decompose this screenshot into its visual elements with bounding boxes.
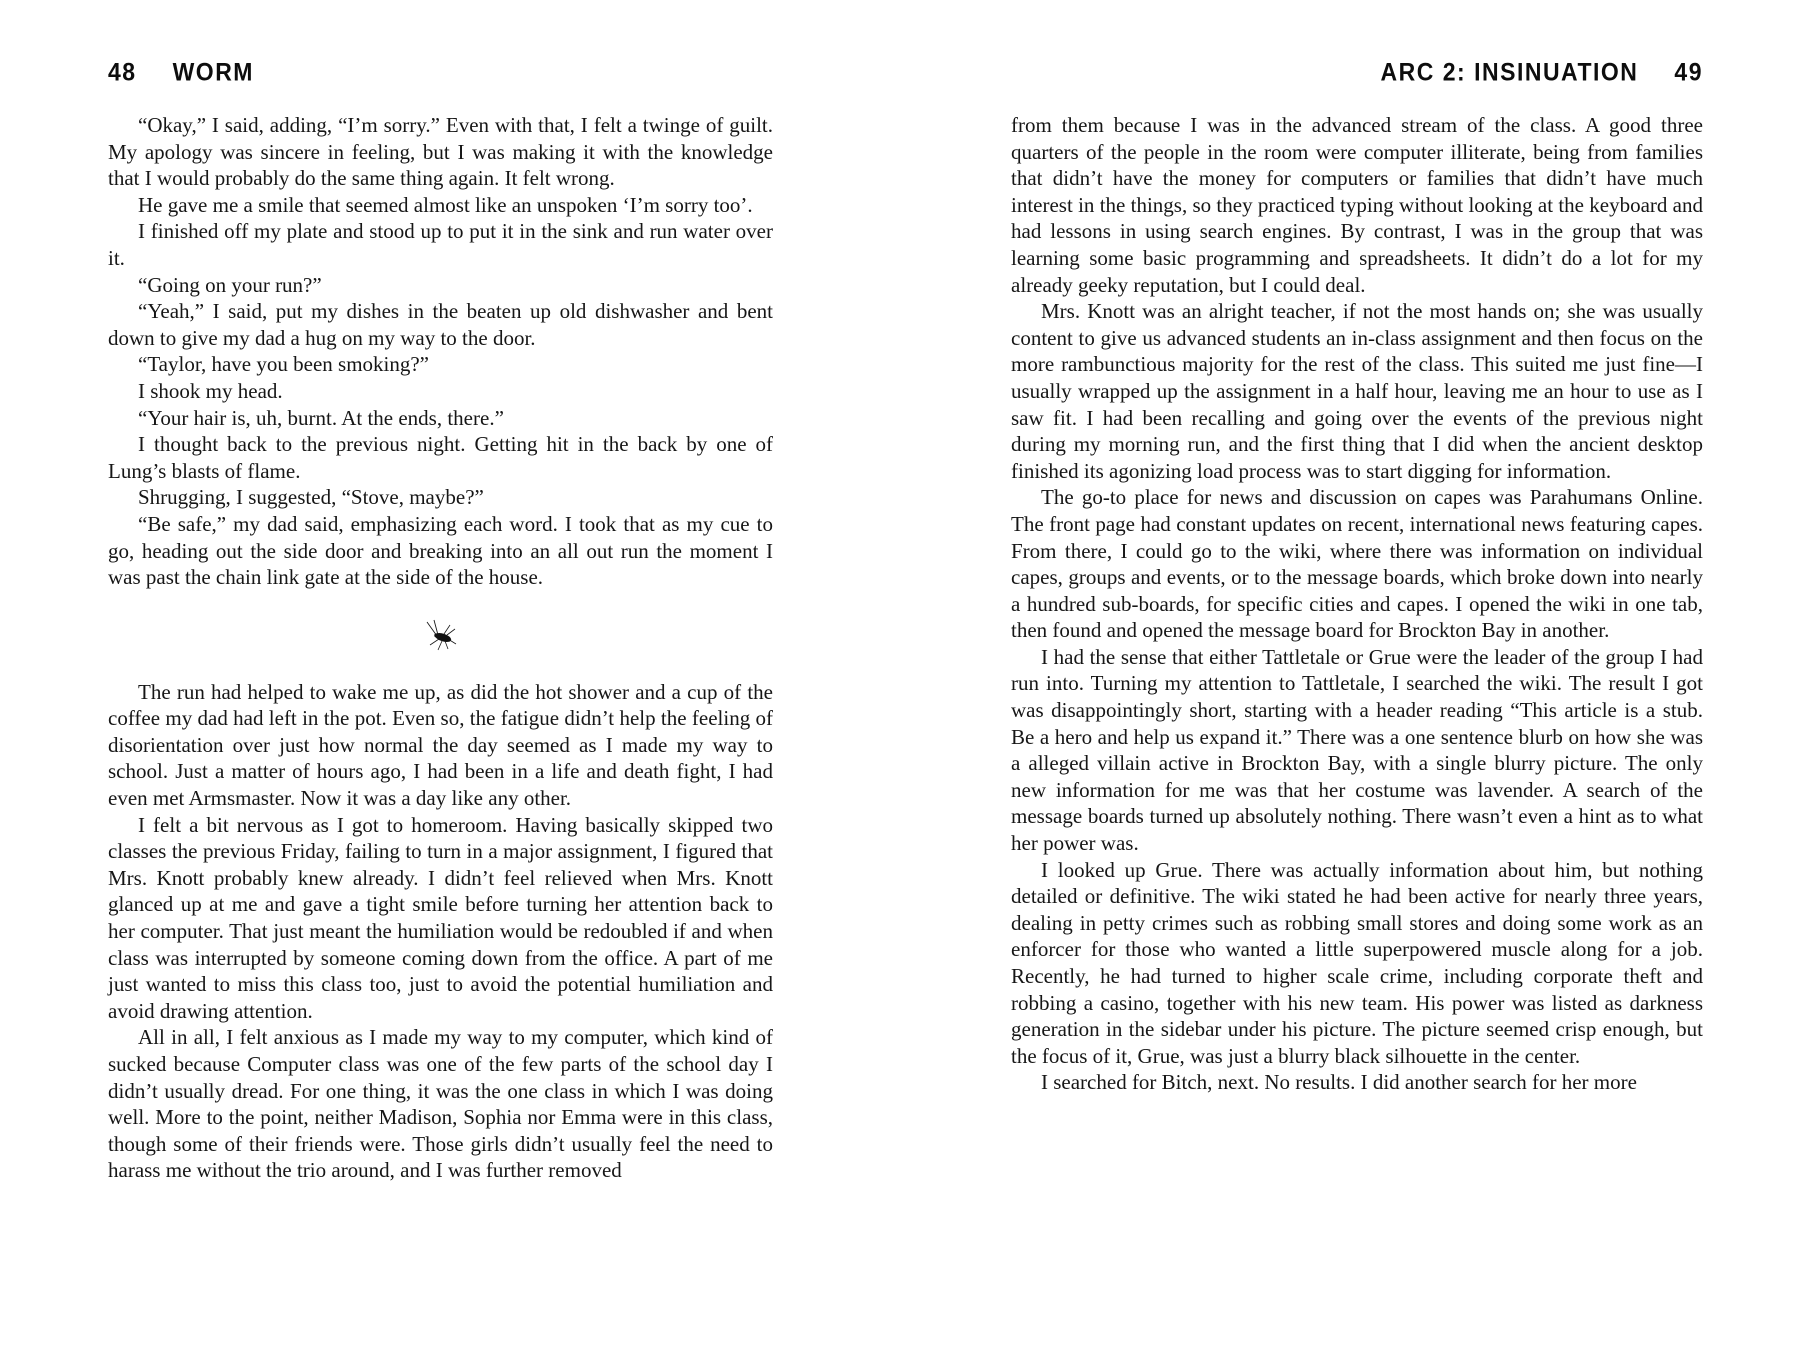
- paragraph: “Taylor, have you been smoking?”: [138, 352, 430, 377]
- paragraph: I thought back to the previous night. Getting hit in the back by one of Lung’s blasts of flame.: [108, 432, 773, 483]
- arc-title: ARC 2: INSINUATION: [1380, 58, 1639, 87]
- paragraph: “Your hair is, uh, burnt. At the ends, there.”: [138, 405, 504, 430]
- paragraph: The run had helped to wake me up, as did the hot shower and a cup of the coffee my dad had left in the pot. Even so, the fatigue didn’t help the feeling of disorientation over just how normal the day seemed as I made my way to school. Just a matter of hours ago, I had been in a life and death fight, I had even met Armsmaster. Now it was a day like any other.: [108, 679, 773, 811]
- paragraph: I searched for Bitch, next. No results. I did another search for her more: [1041, 1070, 1637, 1095]
- text-block-after-divider: [108, 679, 773, 1184]
- paragraph: “Going on your run?”: [138, 272, 322, 297]
- book-title: WORM: [172, 58, 254, 87]
- right-page: [1011, 0, 1703, 1350]
- paragraph: I looked up Grue. There was actually information about him, but nothing detailed or definitive. The wiki stated he had been active for nearly three years, dealing in petty crimes such as robbing small stores and doing some work as an enforcer for those who wanted a little superpowered muscle along for a job. Recently, he had turned to higher scale crime, including corporate theft and robbing a casino, together with his new team. His power was listed as darkness generation in the sidebar under his picture. The picture seemed crisp enough, but the focus of it, Grue, was just a blurry black silhouette in the center.: [1011, 857, 1703, 1068]
- right-page-header: [1011, 58, 1703, 87]
- text-block-right: [1011, 112, 1703, 1096]
- paragraph: I finished off my plate and stood up to put it in the sink and run water over it.: [108, 219, 773, 270]
- paragraph: He gave me a smile that seemed almost like an unspoken ‘I’m sorry too’.: [138, 192, 753, 217]
- left-page-header: [108, 58, 773, 87]
- left-page-number: 48: [108, 58, 137, 87]
- paragraph: The go-to place for news and discussion on capes was Parahumans Online. The front page had constant updates on recent, international news featuring capes. From there, I could go to the wiki, where there was information on individual capes, groups and events, or to the message boards, which broke down into nearly a hundred sub-boards, for specific cities and capes. I opened the wiki in one tab, then found and opened the message board for Brockton Bay in another.: [1011, 485, 1703, 643]
- paragraph: Mrs. Knott was an alright teacher, if not the most hands on; she was usually content to give us advanced students an in-class assignment and then focus on the more rambunctious majority for the rest of the class. This suited me just fine—I usually wrapped up the assignment in a half hour, leaving me an hour to use as I saw fit. I had been recalling and going over the events of the previous night during my morning run, and the first thing that I did when the ancient desktop finished its agonizing load process was to start digging for information.: [1011, 299, 1703, 483]
- right-page-body: [1011, 112, 1703, 1096]
- paragraph: Shrugging, I suggested, “Stove, maybe?”: [138, 485, 484, 510]
- section-divider: [108, 591, 773, 679]
- left-page: [108, 0, 773, 1350]
- right-page-number: 49: [1674, 58, 1703, 87]
- text-block-before-divider: [108, 112, 773, 591]
- paragraph: All in all, I felt anxious as I made my way to my computer, which kind of sucked because Computer class was one of the few parts of the school day I didn’t usually dread. For one thing, it was the one class in which I was doing well. More to the point, neither Madison, Sophia nor Emma were in this class, though some of their friends were. Those girls didn’t usually feel the need to harass me without the trio around, and I was further removed: [108, 1025, 773, 1183]
- paragraph: from them because I was in the advanced stream of the class. A good three quarters of the people in the room were computer illiterate, being from families that didn’t have the money for computers or families that didn’t have much interest in the things, so they practiced typing without looking at the keyboard and had lessons in using search engines. By contrast, I was in the group that was learning some basic programming and spreadsheets. It didn’t do a lot for my already geeky reputation, but I could deal.: [1011, 113, 1703, 297]
- left-page-body: [108, 112, 773, 1184]
- bug-icon: [424, 618, 458, 652]
- paragraph: “Okay,” I said, adding, “I’m sorry.” Even with that, I felt a twinge of guilt. My apology was sincere in feeling, but I was making it with the knowledge that I would probably do the same thing again. It felt wrong.: [108, 113, 773, 191]
- paragraph: I felt a bit nervous as I got to homeroom. Having basically skipped two classes the previous Friday, failing to turn in a major assignment, I figured that Mrs. Knott probably knew already. I didn’t feel relieved when Mrs. Knott glanced up at me and gave a tight smile before turning her attention back to her computer. That just meant the humiliation would be redoubled if and when class was interrupted by someone coming down from the office. A part of me just wanted to miss this class too, just to avoid the potential humiliation and avoid drawing attention.: [108, 812, 773, 1023]
- paragraph: “Yeah,” I said, put my dishes in the beaten up old dishwasher and bent down to give my dad a hug on my way to the door.: [108, 299, 773, 350]
- paragraph: I shook my head.: [138, 378, 283, 403]
- paragraph: I had the sense that either Tattletale or Grue were the leader of the group I had run into. Turning my attention to Tattletale, I searched the wiki. The result I got was disappointingly short, starting with a header reading “This article is a stub. Be a hero and help us expand it.” There was a one sentence blurb on how she was a alleged villain active in Brockton Bay, with a single blurry picture. The only new information for me was that her costume was lavender. A search of the message boards turned up absolutely nothing. There wasn’t even a hint as to what her power was.: [1011, 644, 1703, 856]
- paragraph: “Be safe,” my dad said, emphasizing each word. I took that as my cue to go, heading out the side door and breaking into an all out run the moment I was past the chain link gate at the side of the house.: [108, 511, 773, 590]
